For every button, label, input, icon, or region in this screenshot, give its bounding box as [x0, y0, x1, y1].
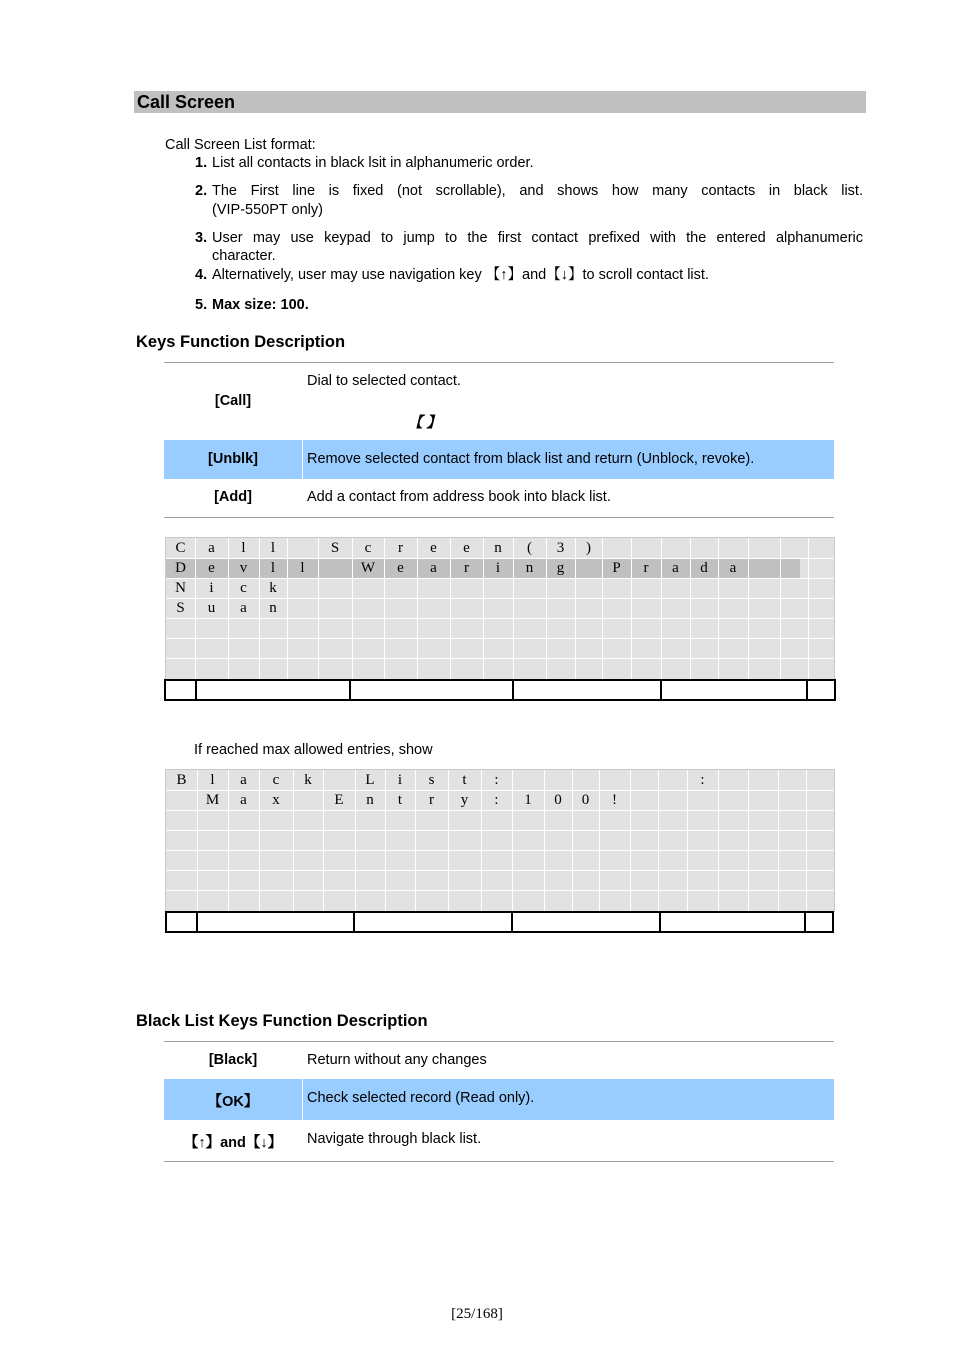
lcd-char: e [430, 540, 437, 556]
lcd-char: u [207, 600, 216, 616]
section-title: Call Screen [137, 92, 236, 112]
lcd-char: d [700, 560, 708, 576]
lcd-char: W [360, 560, 376, 576]
grid-line [166, 850, 834, 851]
grid-line [166, 618, 834, 619]
key-extra: 【 】 [408, 415, 442, 431]
lcd-char: a [430, 560, 437, 576]
softkey-separator [195, 681, 197, 699]
lcd-char: n [366, 792, 374, 808]
lcd-char: 1 [524, 792, 532, 808]
black-key-row [164, 1079, 834, 1120]
lcd-char: e [463, 540, 470, 556]
lcd-char: g [556, 560, 565, 576]
list-number: 3. [195, 230, 208, 246]
list-item [195, 296, 863, 314]
key-label: 【↑】and【↓】 [183, 1135, 283, 1151]
key-row-unblk [164, 440, 834, 479]
softkey-separator [804, 913, 806, 931]
lcd-char: ! [612, 792, 617, 808]
lcd-char: k [269, 580, 277, 596]
lcd-char: e [208, 560, 215, 576]
lcd-char: a [672, 560, 679, 576]
cell-divider [302, 440, 303, 479]
lcd-char: 0 [554, 792, 562, 808]
lcd-char: a [240, 792, 247, 808]
key-row-call [164, 363, 834, 440]
list-number: 1. [195, 155, 208, 171]
lcd-char: t [462, 772, 467, 788]
list-text: Max size: 100. [212, 297, 309, 313]
lcd-char: l [270, 560, 276, 576]
lcd-char: S [176, 600, 185, 616]
lcd-char: B [176, 772, 187, 788]
list-item [195, 266, 863, 284]
lcd-char: y [460, 792, 469, 808]
lcd-char: c [364, 540, 372, 556]
lcd-char: 3 [556, 540, 565, 556]
softkey-separator [353, 913, 355, 931]
softkey-separator [806, 681, 808, 699]
lcd-char: 0 [581, 792, 590, 808]
divider [164, 517, 834, 518]
divider [164, 1161, 834, 1162]
softkey-bar [164, 679, 836, 701]
lcd-char: v [239, 560, 248, 576]
lcd-char: ( [527, 540, 532, 556]
key-description: Check selected record (Read only). [307, 1090, 535, 1106]
list-text: The First line is fixed (not scrollable), and shows how many contacts in black list. [212, 183, 863, 199]
lcd-char: r [429, 792, 434, 808]
list-item [195, 154, 863, 172]
lcd-char: N [175, 580, 186, 596]
lcd-char: i [397, 772, 403, 788]
lcd-char: r [398, 540, 403, 556]
lcd-char: : [700, 772, 705, 788]
key-label: [Add] [214, 489, 252, 505]
black-key-row [164, 1120, 834, 1161]
lcd-char: l [241, 540, 246, 556]
max-note: If reached max allowed entries, show [194, 742, 433, 758]
key-label: [Call] [214, 393, 252, 409]
grid-line [166, 810, 834, 811]
grid-line [166, 658, 834, 659]
lcd-char: l [210, 772, 215, 788]
lcd-char: e [397, 560, 404, 576]
lcd-char: E [334, 792, 344, 808]
lcd-char: l [300, 560, 305, 576]
key-description: Dial to selected contact. [307, 373, 461, 389]
grid-line [166, 890, 834, 891]
key-description: Remove selected contact from black list and return (Unblock, revoke). [307, 451, 755, 467]
black-key-row [164, 1042, 834, 1079]
grid-line [166, 638, 834, 639]
page-number: [25/168] [451, 1306, 503, 1322]
grid-line [166, 870, 834, 871]
lcd-char: D [175, 560, 186, 576]
lcd-char: c [272, 772, 280, 788]
lcd-char: l [270, 540, 276, 556]
intro-text: Call Screen List format: [165, 137, 316, 153]
cell-divider [302, 1079, 303, 1120]
list-text: User may use keypad to jump to the first contact prefixed with the entered alphanumeric [212, 230, 863, 246]
list-item [195, 182, 863, 218]
lcd-char: M [205, 792, 220, 808]
lcd-char: S [330, 540, 340, 556]
section-header-bar [134, 91, 866, 113]
lcd-char: ) [586, 540, 591, 556]
softkey-separator [349, 681, 351, 699]
lcd-screen-call-list [165, 537, 835, 680]
key-description: Return without any changes [307, 1052, 487, 1068]
lcd-char: n [494, 540, 502, 556]
key-row-add [164, 479, 834, 517]
lcd-char: : [494, 792, 499, 808]
list-item [195, 229, 863, 265]
lcd-char: n [525, 560, 534, 576]
list-text: Alternatively, user may use navigation key 【↑】and【↓】to scroll contact list. [212, 267, 709, 283]
softkey-bar [165, 911, 834, 933]
grid-line [166, 830, 834, 831]
black-keys-heading: Black List Keys Function Description [136, 1012, 428, 1030]
lcd-screen-max-entries [165, 769, 835, 912]
key-description: Add a contact from address book into black list. [307, 489, 611, 505]
list-number: 5. [195, 297, 208, 313]
list-number: 4. [195, 267, 208, 283]
lcd-char: n [269, 600, 277, 616]
key-description: Navigate through black list. [307, 1131, 482, 1147]
lcd-char: : [494, 772, 499, 788]
lcd-char: a [208, 540, 215, 556]
softkey-separator [512, 681, 514, 699]
lcd-char: i [209, 580, 214, 596]
lcd-char: x [272, 792, 280, 808]
lcd-char: a [240, 772, 247, 788]
lcd-char: i [495, 560, 501, 576]
lcd-char: r [464, 560, 469, 576]
lcd-char: k [304, 772, 312, 788]
lcd-char: C [175, 540, 186, 556]
lcd-char: s [428, 772, 435, 788]
list-text: List all contacts in black lsit in alphanumeric order. [212, 155, 534, 171]
list-number: 2. [195, 183, 208, 199]
softkey-separator [196, 913, 198, 931]
softkey-separator [660, 681, 662, 699]
lcd-char: a [729, 560, 737, 576]
softkey-separator [511, 913, 513, 931]
key-label: [Black] [208, 1052, 258, 1068]
lcd-char: c [240, 580, 247, 596]
lcd-char: a [240, 600, 247, 616]
lcd-char: t [397, 792, 403, 808]
list-text: (VIP-550PT only) [212, 202, 323, 218]
lcd-char: L [365, 772, 375, 788]
lcd-char: P [612, 560, 621, 576]
list-text: character. [212, 248, 276, 264]
key-label: [Unblk] [208, 451, 258, 467]
softkey-separator [659, 913, 661, 931]
keys-heading: Keys Function Description [136, 333, 346, 351]
key-label: 【OK】 [207, 1094, 259, 1110]
lcd-char: r [643, 560, 649, 576]
